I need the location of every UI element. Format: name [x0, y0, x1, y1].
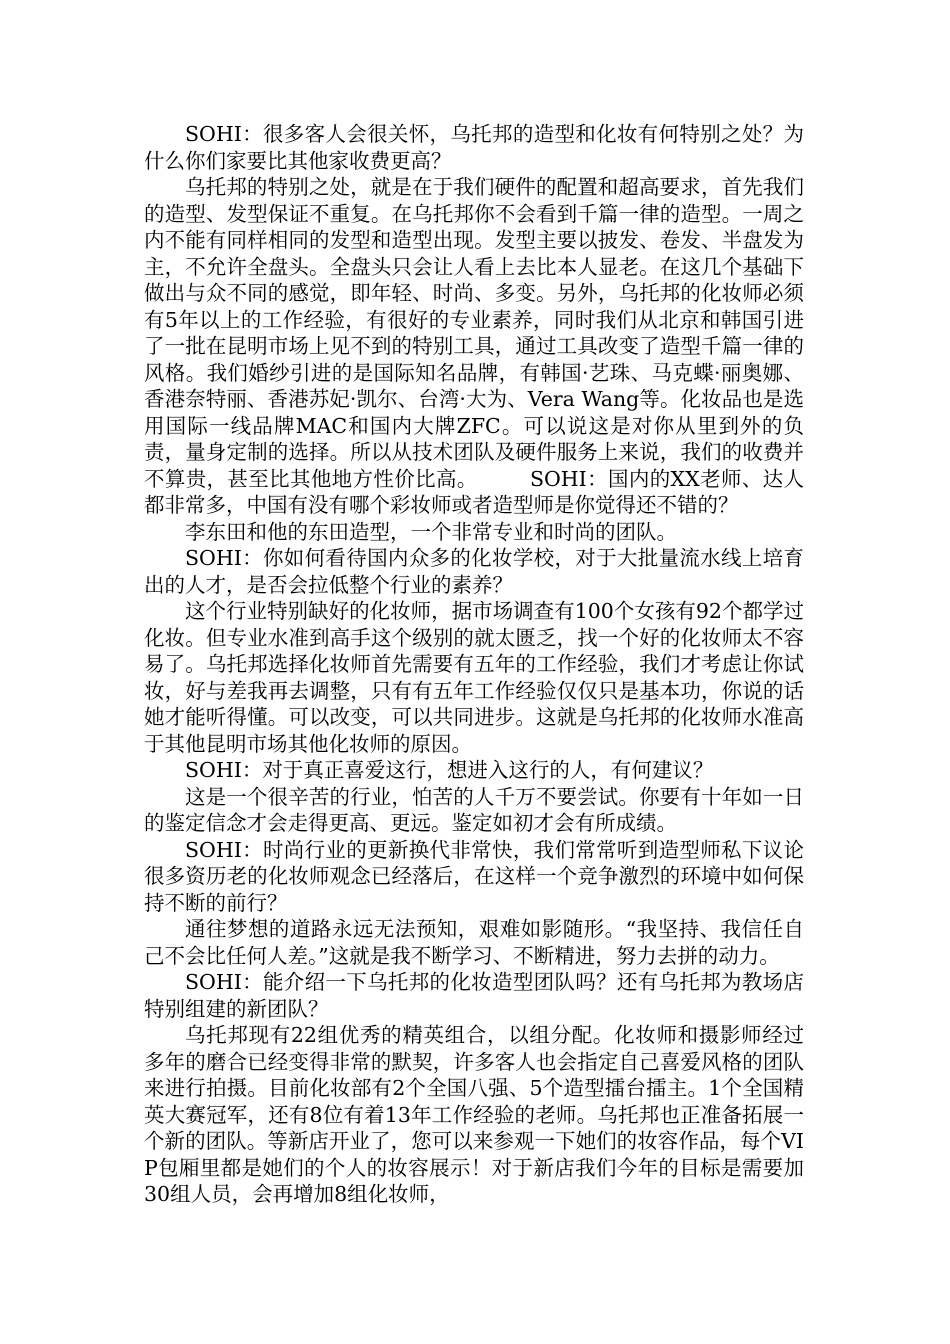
paragraph-question-schools: SOHI：你如何看待国内众多的化妆学校，对于大批量流水线上培育出的人才，是否会拉低整个行业的素养？ [144, 546, 804, 597]
paragraph-answer-advice: 这是一个很辛苦的行业，怕苦的人千万不要尝试。你要有十年如一日的鉴定信念才会走得更高、更远。鉴定如初才会有所成绩。 [144, 784, 804, 835]
paragraph-answer-progress: 通往梦想的道路永远无法预知，艰难如影随形。“我坚持、我信任自己不会比任何人差。”这就是我不断学习、不断精进，努力去拼的动力。 [144, 917, 804, 968]
paragraph-answer-team: 乌托邦现有22组优秀的精英组合，以组分配。化妆师和摄影师经过多年的磨合已经变得非常的默契，许多客人也会指定自己喜爱风格的团队来进行拍摄。目前化妆部有2个全国八强、5个造型擂台擂主。1个全国精英大赛冠军，还有8位有着13年工作经验的老师。乌托邦也正准备拓展一个新的团队。等新店开业了，您可以来参观一下她们的妆容作品，每个VIP包厢里都是她们的个人的妆容展示！对于新店我们今年的目标是需要加30组人员，会再增加8组化妆师， [144, 1023, 804, 1206]
paragraph-question-progress: SOHI：时尚行业的更新换代非常快，我们常常听到造型师私下议论很多资历老的化妆师观念已经落后，在这样一个竞争激烈的环境中如何保持不断的前行？ [144, 837, 804, 915]
paragraph-answer-schools: 这个行业特别缺好的化妆师，据市场调查有100个女孩有92个都学过化妆。但专业水准到高手这个级别的就太匮乏，找一个好的化妆师太不容易了。乌托邦选择化妆师首先需要有五年的工作经验，我们才考虑让你试妆，好与差我再去调整，只有有五年工作经验仅仅只是基本功，你说的话她才能听得懂。可以改变，可以共同进步。这就是乌托邦的化妆师水准高于其他昆明市场其他化妆师的原因。 [144, 599, 804, 756]
paragraph-question-team: SOHI：能介绍一下乌托邦的化妆造型团队吗？还有乌托邦为教场店特别组建的新团队？ [144, 970, 804, 1021]
paragraph-answer-stylist: 李东田和他的东田造型，一个非常专业和时尚的团队。 [185, 519, 677, 544]
paragraph-answer-special: 乌托邦的特别之处，就是在于我们硬件的配置和超高要求，首先我们的造型、发型保证不重复。在乌托邦你不会看到千篇一律的造型。一周之内不能有同样相同的发型和造型出现。发型主要以披发、卷发、半盘发为主，不允许全盘头。全盘头只会让人看上去比本人显老。在这几个基础下做出与众不同的感觉，即年轻、时尚、多变。另外，乌托邦的化妆师必须有5年以上的工作经验，有很好的专业素养，同时我们从北京和韩国引进了一批在昆明市场上见不到的特别工具，通过工具改变了造型千篇一律的风格。我们婚纱引进的是国际知名品牌，有韩国·艺珠、马克蝶·丽奥娜、香港奈特丽、香港苏妃·凯尔、台湾·大为、Vera Wang等。化妆品也是选用国际一线品牌MAC和国内大牌ZFC。可以说这是对你从里到外的负责，量身定制的选择。所以从技术团队及硬件服务上来说，我们的收费并不算贵，甚至比其他地方性价比高。 SOHI：国内的XX老师、达人都非常多，中国有没有哪个彩妆师或者造型师是你觉得还不错的？ [144, 175, 804, 517]
paragraph-question-advice: SOHI：对于真正喜爱这行，想进入这行的人，有何建议？ [185, 758, 714, 782]
document-body [144, 121, 804, 1208]
paragraph-question-special: SOHI：很多客人会很关怀，乌托邦的造型和化妆有何特别之处？为什么你们家要比其他家收费更高？ [144, 122, 804, 173]
